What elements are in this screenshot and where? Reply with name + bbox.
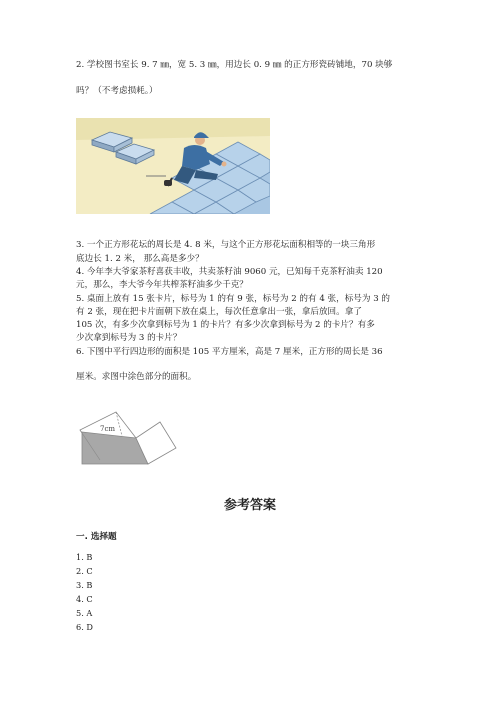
question-5-line-2: 有 2 张，现在把卡片面朝下放在桌上，每次任意拿出一张，拿后放回。拿了 xyxy=(76,307,362,317)
question-2-line-1: 2. 学校图书室长 9. 7 ㎜，宽 5. 3 ㎜，用边长 0. 9 ㎜ 的正方形瓷砖铺地，70 块够 xyxy=(76,60,393,70)
answer-item: 5. A xyxy=(76,608,93,618)
question-2-line-2: 吗？（不考虑损耗。） xyxy=(76,86,158,96)
answer-item: 6. D xyxy=(76,622,93,632)
question-3-line-2: 底边长 1. 2 米， 那么高是多少？ xyxy=(76,254,204,264)
answers-section-heading: 一. 选择题 xyxy=(76,532,117,542)
answer-item: 1. B xyxy=(76,552,93,562)
question-5-line-3: 105 次，有多少次拿到标号为 1 的卡片？有多少次拿到标号为 2 的卡片？有多 xyxy=(76,320,375,330)
question-4-line-1: 4. 今年李大爷家茶籽喜获丰收，共卖茶籽油 9060 元，已知每千克茶籽油卖 120 xyxy=(76,267,383,277)
figure-label-7cm: 7cm xyxy=(100,425,116,433)
answers-title: 参考答案 xyxy=(223,498,276,513)
question-4-line-2: 元，那么，李大爷今年共榨茶籽油多少千克？ xyxy=(76,280,248,290)
question-5-line-4: 少次拿到标号为 3 的卡片？ xyxy=(76,333,182,343)
question-6-line-1: 6. 下图中平行四边形的面积是 105 平方厘米，高是 7 厘米，正方形的周长是 36 xyxy=(76,347,383,357)
answer-item: 2. C xyxy=(76,566,93,576)
question-3-line-1: 3. 一个正方形花坛的周长是 4. 8 米，与这个正方形花坛面积相等的一块三角形 xyxy=(76,240,376,250)
question-6-line-2: 厘米。求图中涂色部分的面积。 xyxy=(76,372,197,382)
parallelogram-square-figure xyxy=(76,408,180,468)
answer-item: 4. C xyxy=(76,594,93,604)
question-5-line-1: 5. 桌面上放有 15 张卡片，标号为 1 的有 9 张，标号为 2 的有 4 张，标号为 3 的 xyxy=(76,294,391,304)
tile-worker-illustration xyxy=(76,118,270,214)
answer-item: 3. B xyxy=(76,580,93,590)
